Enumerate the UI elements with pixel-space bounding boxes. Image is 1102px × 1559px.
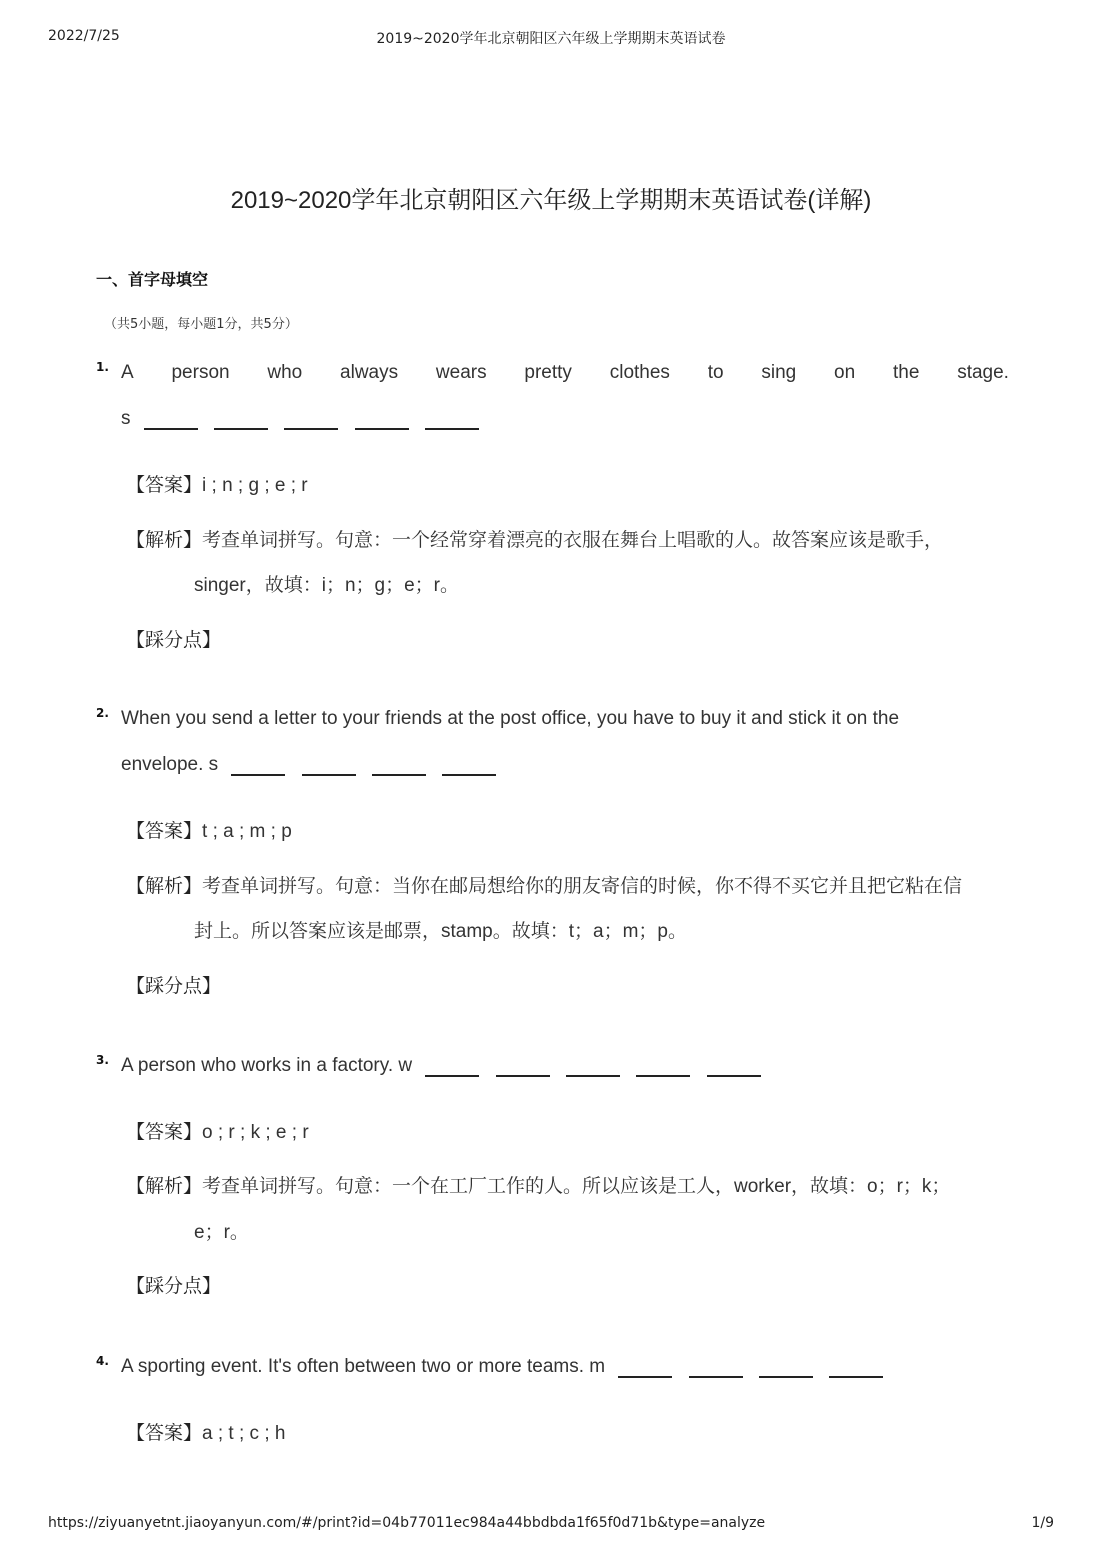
question-word: person (171, 362, 230, 383)
answer-blank (442, 774, 496, 776)
question-word: always (340, 362, 399, 383)
points-row (126, 971, 221, 998)
page-title: 2019~2020学年北京朝阳区六年级上学期期末英语试卷(详解) (230, 187, 872, 214)
answer-blank (144, 428, 198, 430)
answer-value: i ; n ; g ; e ; r (202, 475, 308, 496)
answer-blank (759, 1376, 813, 1378)
question-text: s (121, 408, 131, 429)
answer-label: 【答案】 (126, 1423, 203, 1444)
question-text-line-1 (121, 362, 1009, 384)
section-note: （共5小题，每小题1分，共5分） (104, 317, 298, 332)
question-word: who (267, 362, 303, 383)
analysis-label: 【解析】 (126, 1176, 203, 1197)
print-date: 2022/7/25 (48, 28, 120, 44)
answer-value: t ; a ; m ; p (202, 821, 292, 842)
question-text-line-2 (121, 754, 499, 776)
answer-label: 【答案】 (126, 475, 203, 496)
question-text-line-2 (121, 408, 482, 430)
question-word: A (121, 362, 134, 383)
analysis-row (126, 871, 962, 898)
points-label: 【踩分点】 (126, 976, 222, 997)
answer-value: a ; t ; c ; h (202, 1423, 286, 1444)
analysis-text-cont: e；r。 (194, 1222, 249, 1243)
answer-label: 【答案】 (126, 1122, 203, 1143)
question-word: stage. (957, 362, 1009, 383)
print-url[interactable]: https://ziyuanyetnt.jiaoyanyun.com/#/print?id=04b77011ec984a44bbdbda1f65f0d71b&type=analyze (48, 1515, 766, 1531)
question-word: to (707, 362, 724, 383)
print-header (48, 28, 1054, 48)
answer-row (126, 470, 308, 497)
answer-blank (425, 428, 479, 430)
answer-row (126, 816, 292, 843)
analysis-text-cont: 封上。所以答案应该是邮票，stamp。故填：t；a；m；p。 (194, 921, 687, 942)
print-footer (48, 1515, 1054, 1535)
analysis-text: 考查单词拼写。句意：一个经常穿着漂亮的衣服在舞台上唱歌的人。故答案应该是歌手， (202, 530, 944, 551)
question-number: 3. (96, 1053, 109, 1067)
analysis-text-cont: singer，故填：i；n；g；e；r。 (194, 575, 459, 596)
question-text-line-1 (121, 1356, 886, 1378)
answer-value: o ; r ; k ; e ; r (202, 1122, 309, 1143)
question-number: 4. (96, 1354, 109, 1368)
question-text-line-1 (121, 1055, 764, 1077)
points-row (126, 625, 221, 652)
section-title: 一、首字母填空 (96, 270, 209, 289)
analysis-row (126, 1171, 950, 1198)
question-text-line-1: When you send a letter to your friends at the post office, you have to buy it and stick it on the (121, 708, 900, 729)
answer-blank (566, 1075, 620, 1077)
question-word: on (834, 362, 856, 383)
answer-row (126, 1117, 309, 1144)
answer-blank (689, 1376, 743, 1378)
answer-blank (302, 774, 356, 776)
answer-blank (372, 774, 426, 776)
answer-blank (496, 1075, 550, 1077)
answer-blank (618, 1376, 672, 1378)
question-word: wears (435, 362, 487, 383)
answer-blank (214, 428, 268, 430)
question-number: 2. (96, 706, 109, 720)
answer-blank (231, 774, 285, 776)
points-label: 【踩分点】 (126, 1276, 222, 1297)
question-number: 1. (96, 360, 109, 374)
analysis-text: 考查单词拼写。句意：当你在邮局想给你的朋友寄信的时候，你不得不买它并且把它粘在信 (202, 876, 963, 897)
page-number: 1/9 (1031, 1515, 1054, 1531)
analysis-text: 考查单词拼写。句意：一个在工厂工作的人。所以应该是工人，worker，故填：o；r；k； (202, 1176, 951, 1197)
answer-label: 【答案】 (126, 821, 203, 842)
answer-row (126, 1418, 285, 1445)
question-text: A person who works in a factory. w (121, 1055, 413, 1076)
analysis-label: 【解析】 (126, 876, 203, 897)
answer-blank (425, 1075, 479, 1077)
points-label: 【踩分点】 (126, 630, 222, 651)
points-row (126, 1271, 221, 1298)
question-word: clothes (609, 362, 670, 383)
question-word: sing (761, 362, 797, 383)
answer-blank (707, 1075, 761, 1077)
question-text: A sporting event. It's often between two or more teams. m (121, 1356, 606, 1377)
answer-blank (636, 1075, 690, 1077)
question-word: the (892, 362, 920, 383)
analysis-row (126, 525, 943, 552)
print-header-title: 2019~2020学年北京朝阳区六年级上学期期末英语试卷 (376, 31, 726, 47)
answer-blank (355, 428, 409, 430)
answer-blank (284, 428, 338, 430)
analysis-label: 【解析】 (126, 530, 203, 551)
question-word: pretty (524, 362, 572, 383)
question-text: envelope. s (121, 754, 219, 775)
answer-blank (829, 1376, 883, 1378)
